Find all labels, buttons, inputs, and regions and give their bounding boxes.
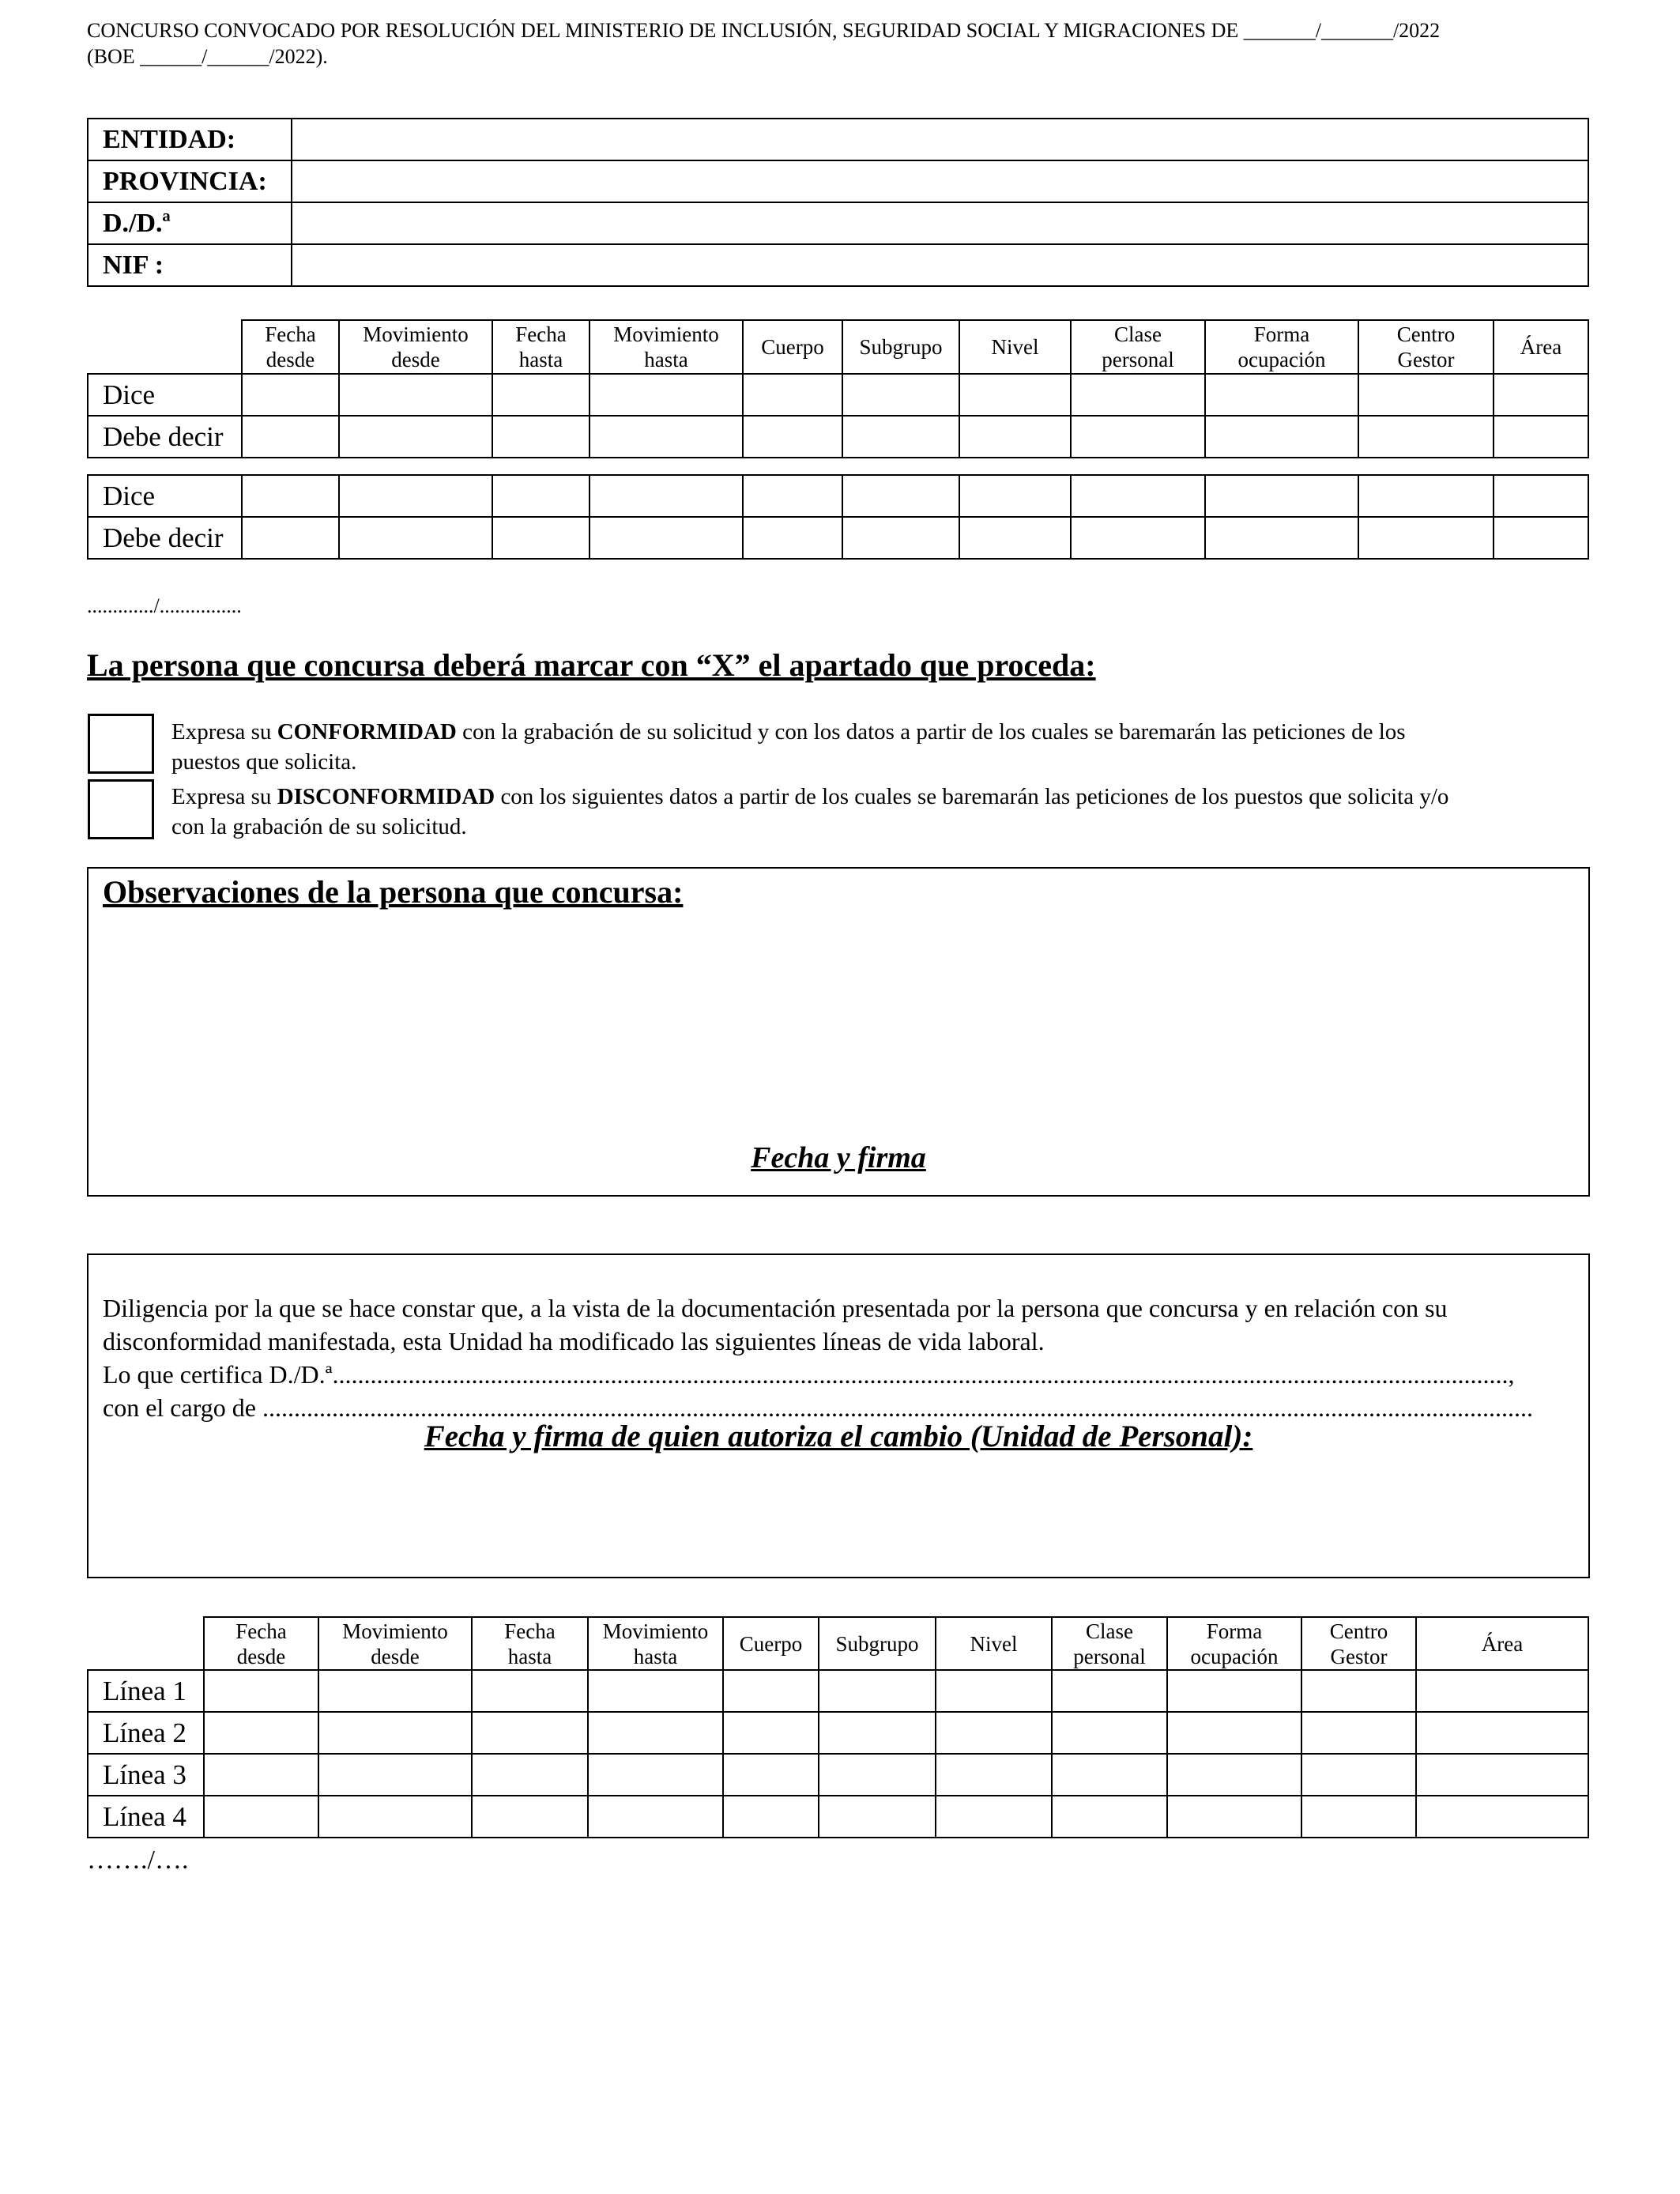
table-row	[88, 416, 1588, 458]
row-label: Debe decir	[88, 416, 242, 458]
diligencia-box	[87, 1253, 1590, 1578]
correction-table-2	[87, 474, 1589, 560]
row-label: Línea 2	[88, 1712, 204, 1754]
col-centro-gestor: Centro Gestor	[1358, 320, 1494, 374]
col-forma-ocupacion: Forma ocupación	[1167, 1617, 1301, 1670]
row-label: Línea 3	[88, 1754, 204, 1796]
diligencia-signature: Fecha y firma de quien autoriza el cambio (Unidad de Personal):	[424, 1419, 1253, 1453]
header-line-1: CONCURSO CONVOCADO POR RESOLUCIÓN DEL MINISTERIO DE INCLUSIÓN, SEGURIDAD SOCIAL Y MIGRACIONES DE _______/_______/2022	[87, 19, 1441, 42]
col-area: Área	[1416, 1617, 1588, 1670]
conformidad-text: Expresa su CONFORMIDAD con la grabación de su solicitud y con los datos a partir de los cuales se baremarán las peticiones de los puestos que solicita.	[171, 719, 1406, 775]
table-row	[88, 1712, 1588, 1754]
col-clase-personal: Clase personal	[1052, 1617, 1167, 1670]
disconformidad-text: Expresa su DISCONFORMIDAD con los siguientes datos a partir de los cuales se baremarán las peticiones de los puestos que solicita y/o con la grabación de su solicitud.	[171, 784, 1449, 839]
row-label: Debe decir	[88, 517, 242, 559]
col-movimiento-hasta: Movimiento hasta	[590, 320, 743, 374]
disconformidad-checkbox[interactable]	[88, 779, 154, 839]
row-label: Línea 4	[88, 1796, 204, 1838]
observations-signature: Fecha y firma	[751, 1141, 926, 1174]
col-nivel: Nivel	[936, 1617, 1052, 1670]
table-row	[88, 374, 1588, 416]
row-label: Dice	[88, 374, 242, 416]
col-fecha-desde: Fecha desde	[242, 320, 339, 374]
identification-table	[87, 118, 1589, 287]
separator-dots-2: ……./….	[87, 1845, 189, 1875]
table-header-row	[88, 1617, 1588, 1670]
separator-dots-1: ............./................	[87, 594, 242, 617]
table-row	[88, 1754, 1588, 1796]
header-line-2: (BOE ______/______/2022).	[87, 45, 328, 68]
table-row	[88, 475, 1588, 517]
col-centro-gestor: Centro Gestor	[1301, 1617, 1416, 1670]
instruction-heading: La persona que concursa deberá marcar con “X” el apartado que proceda:	[87, 647, 1096, 683]
col-movimiento-desde: Movimiento desde	[318, 1617, 472, 1670]
dda-label: D./D.ª	[88, 202, 292, 244]
col-fecha-hasta: Fecha hasta	[492, 320, 590, 374]
col-subgrupo: Subgrupo	[842, 320, 959, 374]
col-fecha-hasta: Fecha hasta	[472, 1617, 588, 1670]
row-label: Línea 1	[88, 1670, 204, 1712]
col-nivel: Nivel	[959, 320, 1071, 374]
table-row	[88, 1796, 1588, 1838]
col-movimiento-hasta: Movimiento hasta	[588, 1617, 723, 1670]
modified-lines-table	[87, 1616, 1589, 1838]
entidad-field[interactable]	[292, 119, 1588, 160]
conformidad-checkbox[interactable]	[88, 714, 154, 774]
table-row	[88, 517, 1588, 559]
nif-field[interactable]	[292, 244, 1588, 286]
correction-table-1	[87, 319, 1589, 458]
table-header-row	[88, 320, 1588, 374]
observations-box[interactable]	[87, 867, 1590, 1197]
provincia-field[interactable]	[292, 160, 1588, 202]
col-cuerpo: Cuerpo	[743, 320, 842, 374]
col-forma-ocupacion: Forma ocupación	[1205, 320, 1358, 374]
table-row	[88, 1670, 1588, 1712]
diligencia-text: Diligencia por la que se hace constar que, a la vista de la documentación presentada por la persona que concursa y en relación con su disconformidad manifestada, esta Unidad ha modificado las siguientes líneas de vida laboral. Lo que certifica D./D.ª.........................................................................................................................................................................................., con el cargo de .........................................................................................................................................................................................................	[103, 1294, 1533, 1422]
col-clase-personal: Clase personal	[1071, 320, 1205, 374]
nif-label: NIF :	[88, 244, 292, 286]
row-label: Dice	[88, 475, 242, 517]
provincia-label: PROVINCIA:	[88, 160, 292, 202]
col-fecha-desde: Fecha desde	[204, 1617, 318, 1670]
col-movimiento-desde: Movimiento desde	[339, 320, 492, 374]
col-subgrupo: Subgrupo	[819, 1617, 936, 1670]
col-area: Área	[1494, 320, 1588, 374]
entidad-label: ENTIDAD:	[88, 119, 292, 160]
dda-field[interactable]	[292, 202, 1588, 244]
observations-title: Observaciones de la persona que concursa:	[103, 874, 684, 910]
col-cuerpo: Cuerpo	[723, 1617, 819, 1670]
